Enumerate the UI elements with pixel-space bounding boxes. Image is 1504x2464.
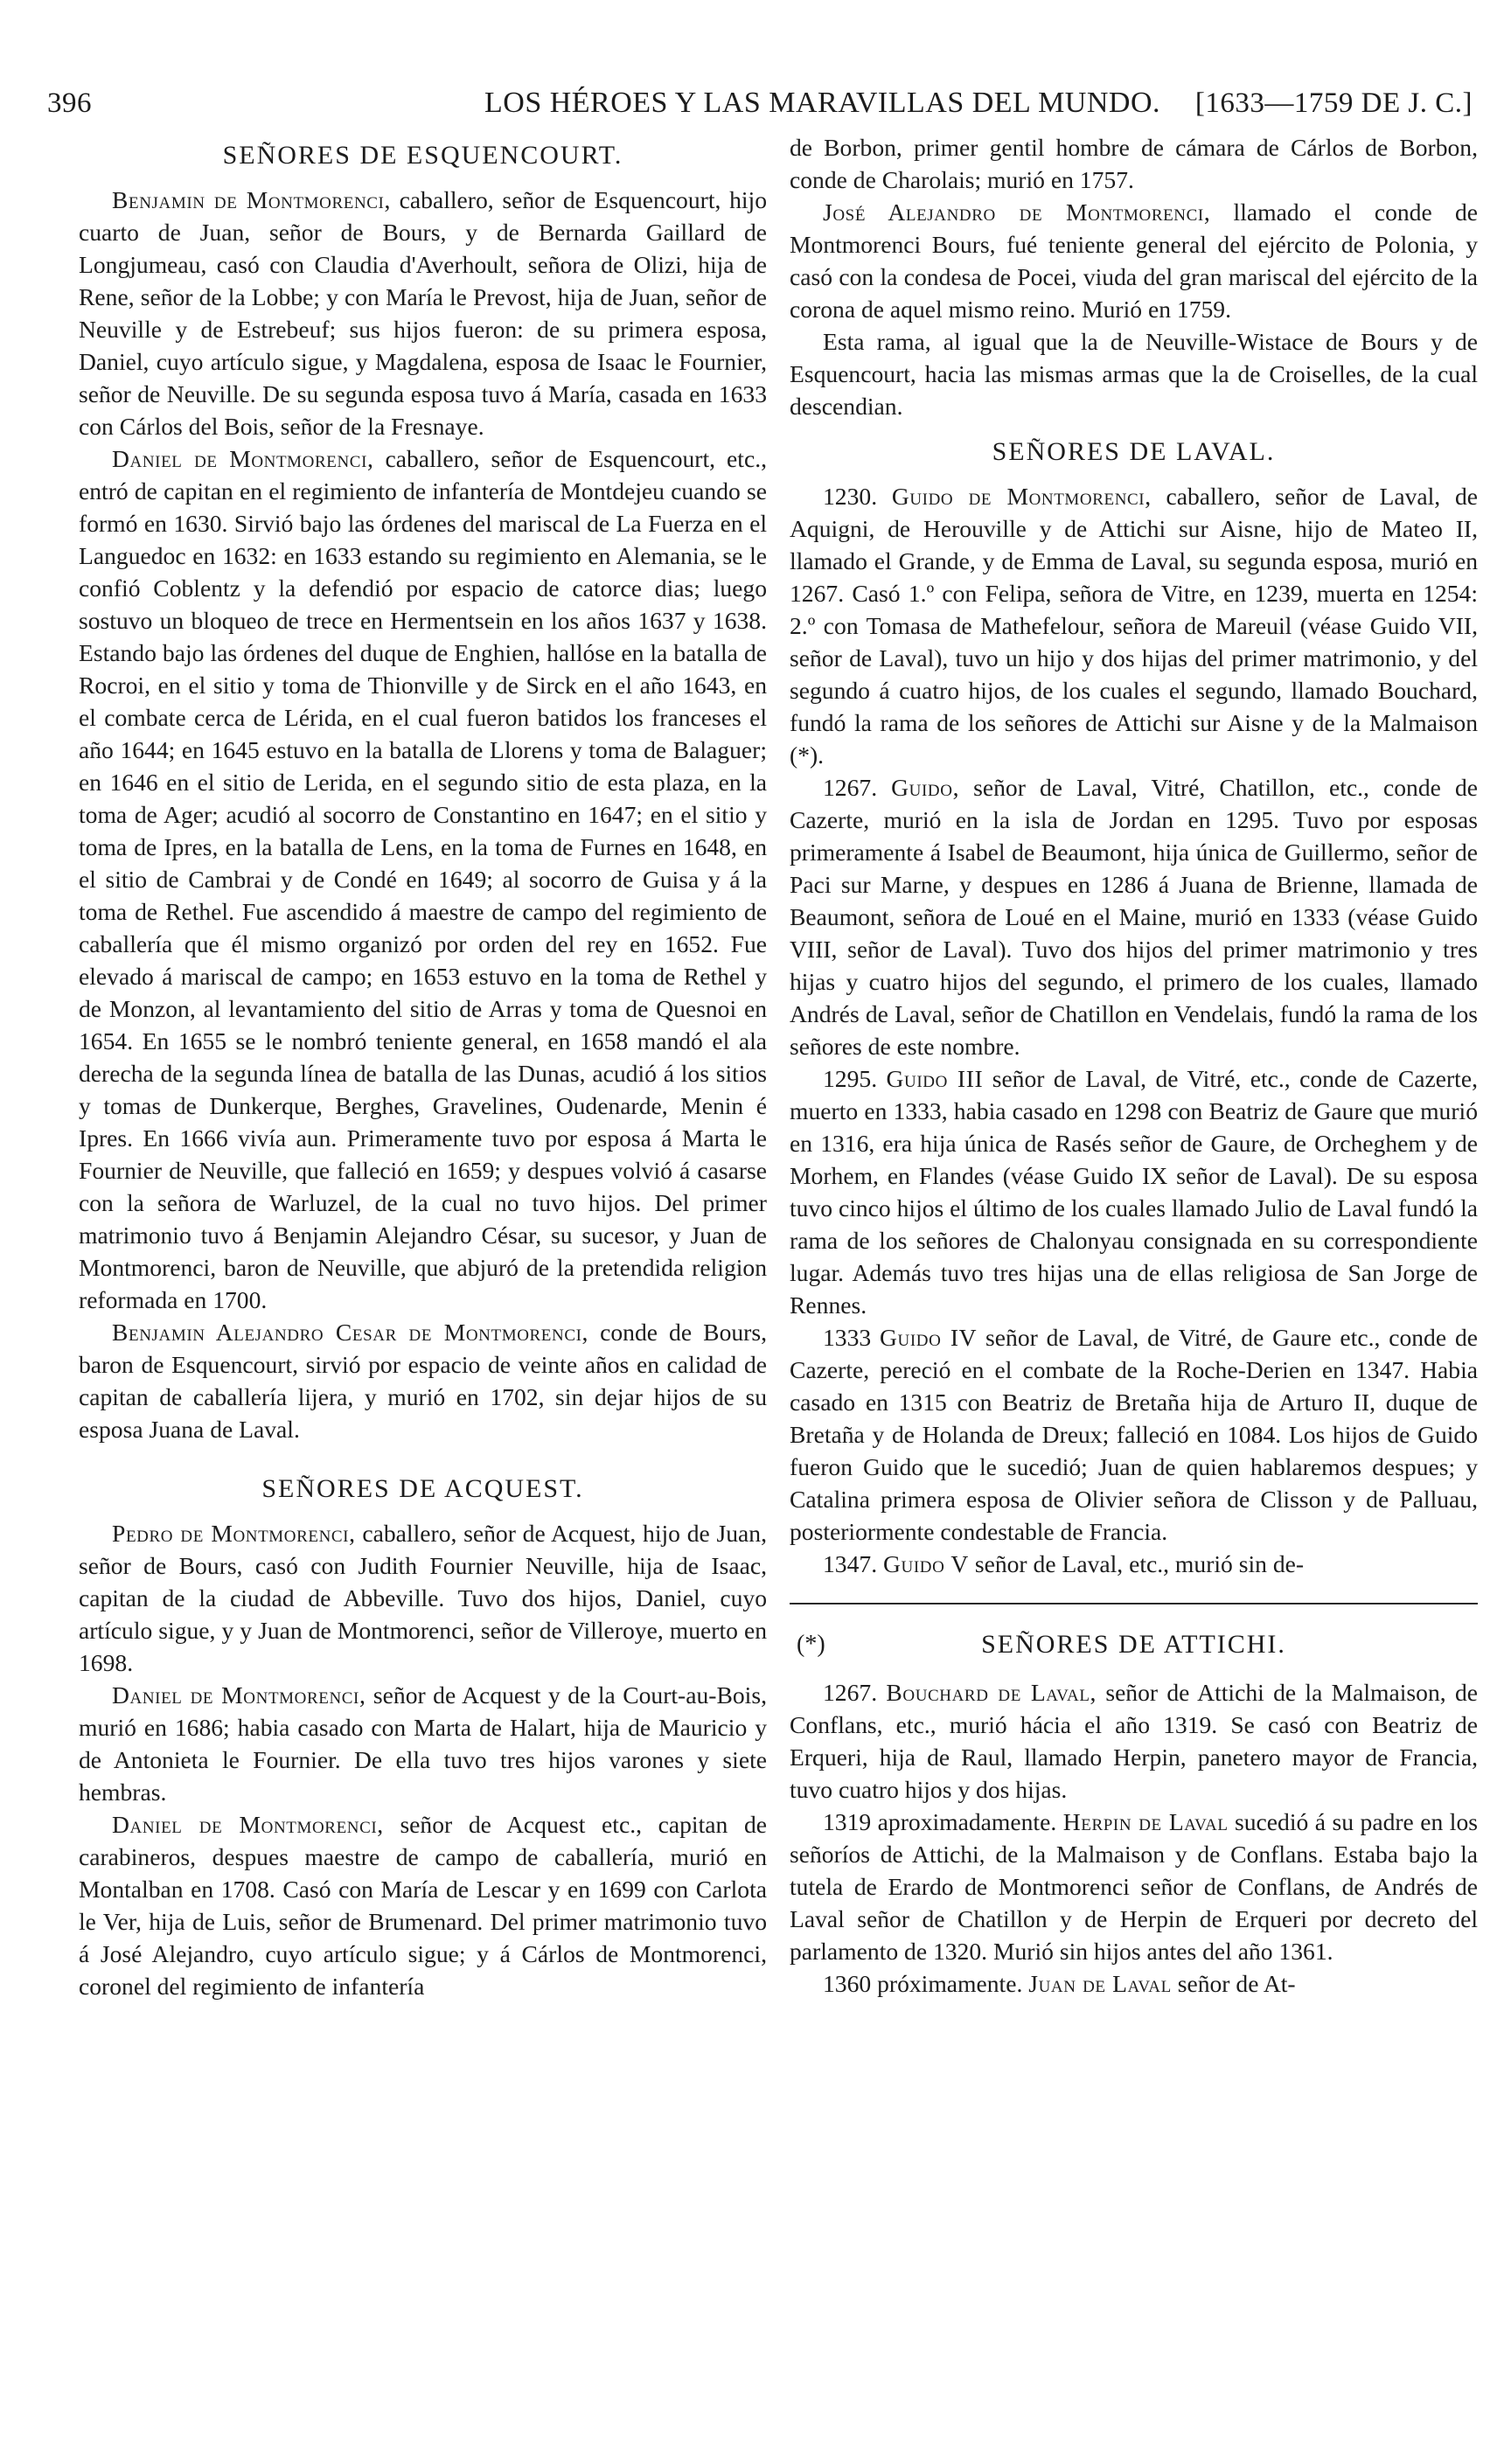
entry-paragraph bbox=[79, 1316, 767, 1445]
branch-note: Esta rama, al igual que la de Neuville-Wistace de Bours y de Esquencourt, hacia las mismas armas que la de Croiselles, de la cual descendian. bbox=[790, 328, 1478, 420]
section-title-laval: SEÑORES DE LAVAL. bbox=[992, 437, 1276, 466]
entry-text: sucedió á su padre en los señoríos de Attichi, de la Malmaison y de Conflans. Estaba bajo la tutela de Erardo de Montmorenci señor de Conflans, de Andrés de Laval señor de Chatillon y de Herpin de Erqueri por decreto del parlamento de 1320. Murió sin hijos antes del año 1361. bbox=[790, 1808, 1478, 1965]
entry-name: Benjamin Alejandro Cesar de Montmorenci, bbox=[112, 1319, 589, 1346]
entry-paragraph bbox=[79, 1679, 767, 1808]
entry-name: Pedro de Montmorenci, bbox=[112, 1520, 356, 1547]
entry-text: señor de Laval, Vitré, Chatillon, etc., conde de Cazerte, murió en la isla de Jordan en 1295. Tuvo por esposas primeramente á Isabel de Beaumont, hija única de Guillermo, señor de Paci sur Marne, y despues en 1286 á Juana de Brienne, llamada de Beaumont, señora de Loué en el Maine, murió en 1333 (véase Guido VIII, señor de Laval). Tuvo dos hijos del primer matrimonio y tres hijas y cuatro hijos del segundo, el primero de los cuales, llamado Andrés de Laval, señor de Chatillon en Vendelais, fundó la rama de los señores de este nombre. bbox=[790, 774, 1478, 1060]
entry-year: 1360 bbox=[823, 1970, 872, 1997]
entry-name: Guido IV bbox=[880, 1324, 978, 1351]
entry-qualifier: próximamente. bbox=[871, 1970, 1029, 1997]
date-range: [1633—1759 DE J. C.] bbox=[1194, 87, 1473, 119]
entry-text: caballero, señor de Esquencourt, hijo cuarto de Juan, señor de Bours, y de Bernarda Gaillard de Longjumeau, casó con Claudia d'Averhoult, señora de Olizi, hija de Rene, señor de la Lobbe; y con María le Prevost, hija de Juan, señor de Neuville y de Estrebeuf; sus hijos fueron: de su primera esposa, Daniel, cuyo artículo sigue, y Magdalena, esposa de Isaac le Fournier, señor de Neuville. De su segunda esposa tuvo á María, casada en 1633 con Cárlos del Bois, señor de la Fresnaye. bbox=[79, 186, 768, 440]
continued-paragraph: de Borbon, primer gentil hombre de cámara de Cárlos de Borbon, conde de Charolais; murió en 1757. bbox=[790, 134, 1478, 193]
entry-year: 1295. bbox=[823, 1065, 878, 1092]
section-title-esquencourt: SEÑORES DE ESQUENCOURT. bbox=[222, 141, 623, 170]
footnote-paragraph bbox=[790, 1806, 1478, 1967]
entry-text: señor de Laval, etc., murió sin de- bbox=[968, 1550, 1305, 1577]
entry-paragraph bbox=[790, 771, 1478, 1062]
left-column bbox=[79, 131, 767, 2002]
page-number: 396 bbox=[47, 87, 92, 119]
entry-paragraph bbox=[79, 184, 767, 442]
entry-year: 1230. bbox=[823, 483, 878, 510]
entry-paragraph bbox=[790, 196, 1478, 325]
entry-paragraph bbox=[790, 480, 1478, 771]
entry-paragraph bbox=[79, 1808, 767, 2002]
entry-year: 1347. bbox=[823, 1550, 878, 1577]
entry-name: Juan de Laval bbox=[1028, 1970, 1172, 1997]
entry-text: conde de Bours, baron de Esquencourt, sirvió por espacio de veinte años en calidad de capitan de caballería lijera, y murió en 1702, sin dejar hijos de su esposa Juana de Laval. bbox=[79, 1319, 767, 1443]
entry-paragraph bbox=[790, 1548, 1478, 1580]
entry-paragraph bbox=[79, 442, 767, 1316]
footnote-paragraph bbox=[790, 1676, 1478, 1806]
entry-name: José Alejandro de Montmorenci, bbox=[823, 198, 1211, 226]
entry-name: Guido de Montmorenci, bbox=[891, 483, 1152, 510]
entry-text: señor de Attichi de la Malmaison, de Conflans, etc., murió hácia el año 1319. Se casó con Beatriz de Erqueri, hija de Raul, llamado Herpin, panetero mayor de Francia, tuvo cuatro hijos y dos hijas. bbox=[790, 1679, 1478, 1803]
book-title: LOS HÉROES Y LAS MARAVILLAS DEL MUNDO. bbox=[484, 87, 1161, 119]
footnote-mark: (*) bbox=[797, 1631, 825, 1658]
entry-name: Benjamin de Montmorenci, bbox=[112, 186, 391, 213]
entry-text: señor de At- bbox=[1171, 1970, 1296, 1997]
entry-text: señor de Laval, de Vitré, de Gaure etc., conde de Cazerte, pereció en el combate de la Roche-Derien en 1347. Habia casado en 1315 con Beatriz de Bretaña hija de Arturo II, duque de Bretaña y de Holanda de Dreux; falleció en 1084. Los hijos de Guido fueron Guido que le sucedió; Juan de quien hablaremos despues; y Catalina primera esposa de Olivier señora de Clisson y de Palluau, posteriormente condestable de Francia. bbox=[790, 1324, 1478, 1545]
entry-qualifier: aproximadamente. bbox=[871, 1808, 1063, 1835]
right-column bbox=[790, 131, 1478, 2000]
entry-name: Guido, bbox=[891, 774, 960, 801]
entry-text: caballero, señor de Esquencourt, etc., entró de capitan en el regimiento de infantería de Montdejeu cuando se formó en 1630. Sirvió bajo las órdenes del mariscal de La Fuerza en el Languedoc en 1632: en 1633 estando su regimiento en Alemania, se le confió Coblentz y la defendió por espacio de catorce dias; luego sostuvo un bloqueo de trece en Hermentsein en los años 1637 y 1638. Estando bajo las órdenes del duque de Enghien, hallóse en la batalla de Rocroi, en el sitio y toma de Thionville y de Sirck en el año 1643, en el combate cerca de Lérida, en el cual fueron batidos los franceses el año 1644; en 1645 estuvo en la batalla de Llorens y toma de Balaguer; en 1646 en el sitio de Lerida, en el segundo sitio de esta plaza, en la toma de Ager; acudió al socorro de Constantino en 1647; en el sitio y toma de Ipres, en la batalla de Lens, en la toma de Furnes en 1648, en el sitio de Cambrai y de Condé en 1649; al socorro de Guisa y á la toma de Rethel. Fue ascendido á maestre de campo del regimiento de caballería que él mismo organizó por orden del rey en 1652. Fue elevado á mariscal de campo; en 1653 estuvo en la toma de Rethel y de Monzon, al levantamiento del sitio de Arras y toma de Quesnoi en 1654. En 1655 se le nombró teniente general, en 1658 mandó el ala derecha de la segunda línea de batalla de las Dunas, acudió á los sitios y tomas de Dunkerque, Berghes, Gravelines, Oudenarde, Menin é Ipres. En 1666 vivía aun. Primeramente tuvo por esposa á Marta le Fournier de Neuville, que falleció en 1659; y despues volvió á casarse con la señora de Warluzel, de la cual no tuvo hijos. Del primer matrimonio tuvo á Benjamin Alejandro César, su sucesor, y Juan de Montmorenci, baron de Neuville, que abjuró de la pretendida religion reformada en 1700. bbox=[79, 445, 767, 1313]
entry-name: Daniel de Montmorenci, bbox=[112, 445, 374, 472]
entry-text: llamado el conde de Montmorenci Bours, fué teniente general del ejército de Polonia, y casó con la condesa de Pocei, viuda del gran mariscal del ejército de la corona de aquel mismo reino. Murió en 1759. bbox=[790, 198, 1478, 323]
footnote-heading bbox=[790, 1625, 1478, 1664]
footnote-divider bbox=[790, 1603, 1478, 1604]
entry-text: señor de Laval, de Vitré, etc., conde de Cazerte, muerto en 1333, habia casado en 1298 con Beatriz de Gaure que murió en 1316, era hija única de Rasés señor de Gaure, de Orcheghem y de Morhem, en Flandes (véase Guido IX señor de Laval). De su esposa tuvo cinco hijos el último de los cuales llamado Julio de Laval fundó la rama de los señores de Chalonyau consignada en su correspondiente lugar. Además tuvo tres hijas una de ellas religiosa de San Jorge de Rennes. bbox=[790, 1065, 1479, 1319]
running-head bbox=[47, 80, 1473, 126]
entry-year: 1267. bbox=[823, 774, 878, 801]
entry-name: Guido V bbox=[883, 1550, 969, 1577]
entry-paragraph bbox=[790, 1062, 1478, 1321]
entry-text: caballero, señor de Acquest, hijo de Juan, señor de Bours, casó con Judith Fournier Neuville, hija de Isaac, capitan de la ciudad de Abbeville. Tuvo dos hijos, Daniel, cuyo artículo sigue, y y Juan de Montmorenci, señor de Villeroye, muerto en 1698. bbox=[79, 1520, 768, 1676]
entry-name: Bouchard de Laval, bbox=[886, 1679, 1097, 1706]
entry-name: Daniel de Montmorenci, bbox=[112, 1811, 384, 1838]
entry-paragraph bbox=[790, 1321, 1478, 1548]
entry-text: caballero, señor de Laval, de Aquigni, de Herouville y de Attichi sur Aisne, hijo de Mateo II, llamado el Grande, y de Emma de Laval, su segunda esposa, murió en 1267. Casó 1.º con Felipa, señora de Vitre, en 1239, muerta en 1254: 2.º con Tomasa de Mathefelour, señora de Mareuil (véase Guido VII, señor de Laval), tuvo un hijo y dos hijas del primer matrimonio, y del segundo á cuatro hijos, de los cuales el segundo, llamado Bouchard, fundó la rama de los señores de Attichi sur Aisne y de la Malmaison (*). bbox=[790, 483, 1478, 769]
section-title-acquest: SEÑORES DE ACQUEST. bbox=[261, 1474, 584, 1503]
entry-name: Daniel de Montmorenci, bbox=[112, 1681, 366, 1709]
entry-name: Herpin de Laval bbox=[1062, 1808, 1229, 1835]
entry-text: señor de Acquest y de la Court-au-Bois, murió en 1686; habia casado con Marta de Halart, hija de Mauricio y de Antonieta le Fournier. De ella tuvo tres hijos varones y siete hembras. bbox=[79, 1681, 767, 1806]
footnote-paragraph bbox=[790, 1967, 1478, 2000]
entry-year: 1319 bbox=[823, 1808, 872, 1835]
entry-year: 1333 bbox=[823, 1324, 872, 1351]
entry-paragraph bbox=[79, 1517, 767, 1679]
entry-text: señor de Acquest etc., capitan de carabineros, despues maestre de campo de caballería, murió en Montalban en 1708. Casó con María de Lescar y en 1699 con Carlota le Ver, hija de Luis, señor de Brumenard. Del primer matrimonio tuvo á José Alejandro, cuyo artículo sigue; y á Cárlos de Montmorenci, coronel del regimiento de infantería bbox=[79, 1811, 767, 2000]
entry-name: Guido III bbox=[886, 1065, 984, 1092]
section-title-attichi: SEÑORES DE ATTICHI. bbox=[981, 1630, 1286, 1659]
entry-year: 1267. bbox=[823, 1679, 878, 1706]
